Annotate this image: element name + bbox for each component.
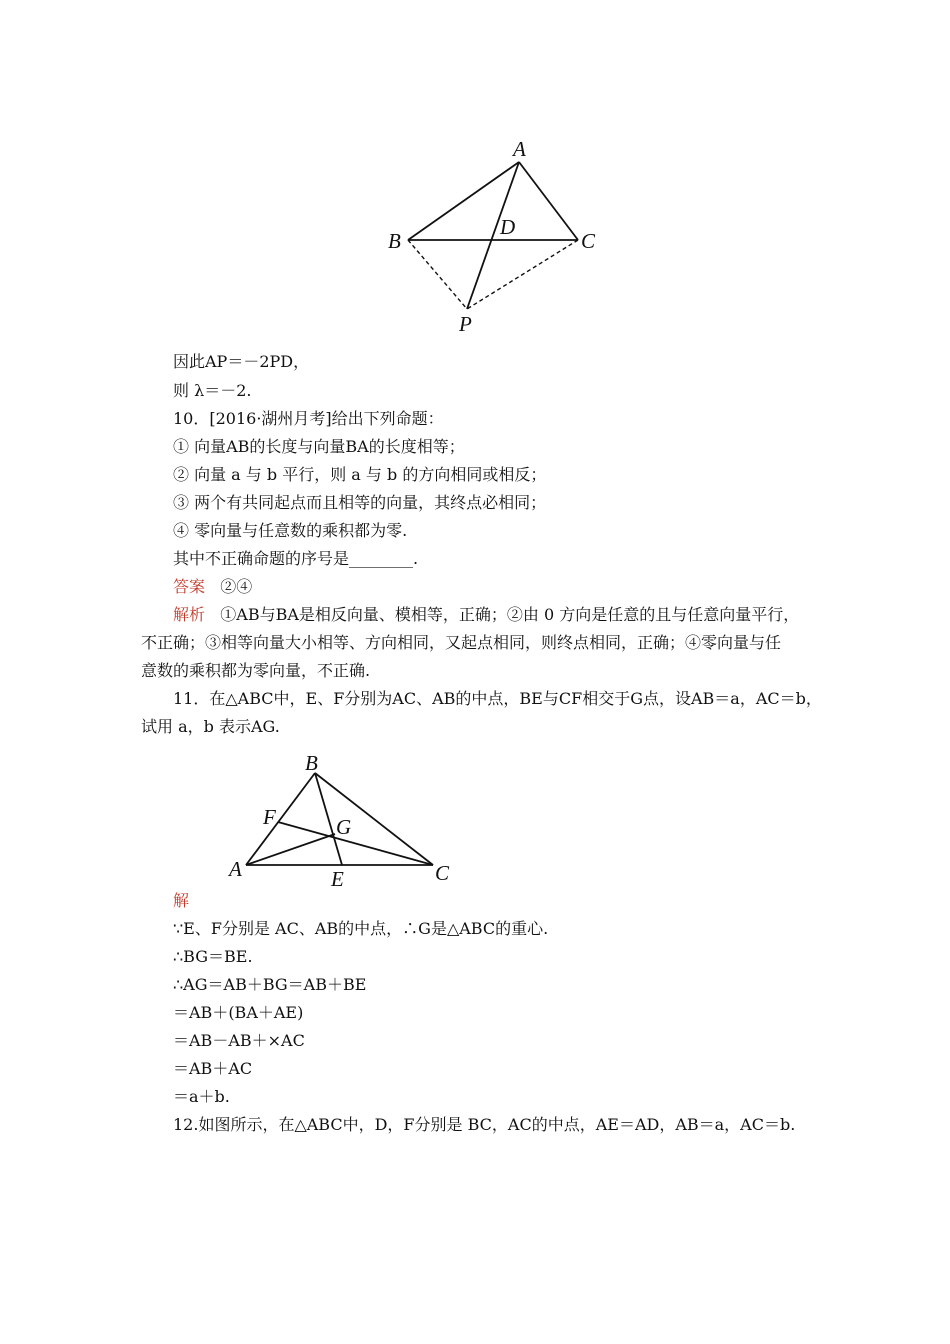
label-g: G [336, 815, 352, 839]
answer-label: 答案 [173, 577, 206, 596]
question-11-text: 11．在△ABC中，E、F分别为AC、AB的中点，BE与CF相交于G点，设AB＝a，AC＝b， [173, 689, 822, 708]
solution-line: ∴AG＝AB＋BG＝AB＋BE [173, 975, 367, 994]
segment-bc [315, 773, 433, 865]
question-10-header: 10．[2016·湖州月考]给出下列命题： [173, 409, 444, 428]
solution-line: ＝a＋b. [173, 1087, 230, 1106]
analysis-row [173, 605, 799, 625]
question-11-text: 试用 a，b 表示AG. [141, 717, 280, 736]
question-10-item: ① 向量AB的长度与向量BA的长度相等； [173, 437, 465, 456]
solution-line: ∵E、F分别是 AC、AB的中点，∴G是△ABC的重心. [173, 919, 549, 938]
question-10-item: ② 向量 a 与 b 平行，则 a 与 b 的方向相同或相反； [173, 465, 547, 484]
question-10-prompt: 其中不正确命题的序号是________. [173, 549, 419, 568]
question-12-text: 12.如图所示，在△ABC中，D，F分别是 BC，AC的中点，AE＝AD，AB＝a，AC＝b. [173, 1115, 796, 1134]
label-d: D [500, 215, 516, 239]
question-10-item: ④ 零向量与任意数的乘积都为零. [173, 521, 408, 540]
label-f: F [263, 805, 276, 829]
label-a: A [229, 857, 242, 881]
analysis-label: 解析 [173, 605, 206, 624]
segment-ab [246, 773, 315, 865]
dashed-bp [408, 240, 467, 309]
text-line: 因此AP＝－2PD， [173, 352, 310, 371]
label-b: B [305, 751, 318, 775]
label-p: P [459, 312, 472, 336]
label-e: E [331, 867, 344, 890]
label-c: C [581, 229, 596, 253]
solution-line: ＝AB＋(BA＋AE) [173, 1003, 304, 1022]
answer-value: ②④ [220, 577, 253, 596]
solution-label: 解 [173, 891, 190, 910]
figure-triangle-centroid [225, 748, 465, 890]
answer-row [173, 577, 252, 597]
label-c: C [435, 861, 450, 885]
analysis-text: ①AB与BA是相反向量、模相等，正确；②由 0 方向是任意的且与任意向量平行， [220, 605, 800, 624]
figure-triangle-abc-with-p [380, 132, 610, 337]
dashed-cp [467, 240, 578, 309]
segment-ag [246, 834, 335, 865]
solution-line: ＝AB－AB＋×AC [173, 1031, 305, 1050]
solution-line: ＝AB＋AC [173, 1059, 253, 1078]
segment-ac [519, 162, 578, 240]
segment-cf [278, 822, 433, 865]
analysis-text: 意数的乘积都为零向量，不正确. [141, 661, 371, 680]
solution-line: ∴BG＝BE. [173, 947, 253, 966]
label-b: B [388, 229, 401, 253]
label-a: A [513, 137, 526, 161]
text-line: 则 λ＝－2. [173, 381, 252, 400]
analysis-text: 不正确；③相等向量大小相等、方向相同，又起点相同，则终点相同，正确；④零向量与任 [141, 633, 782, 652]
question-10-item: ③ 两个有共同起点而且相等的向量，其终点必相同； [173, 493, 547, 512]
